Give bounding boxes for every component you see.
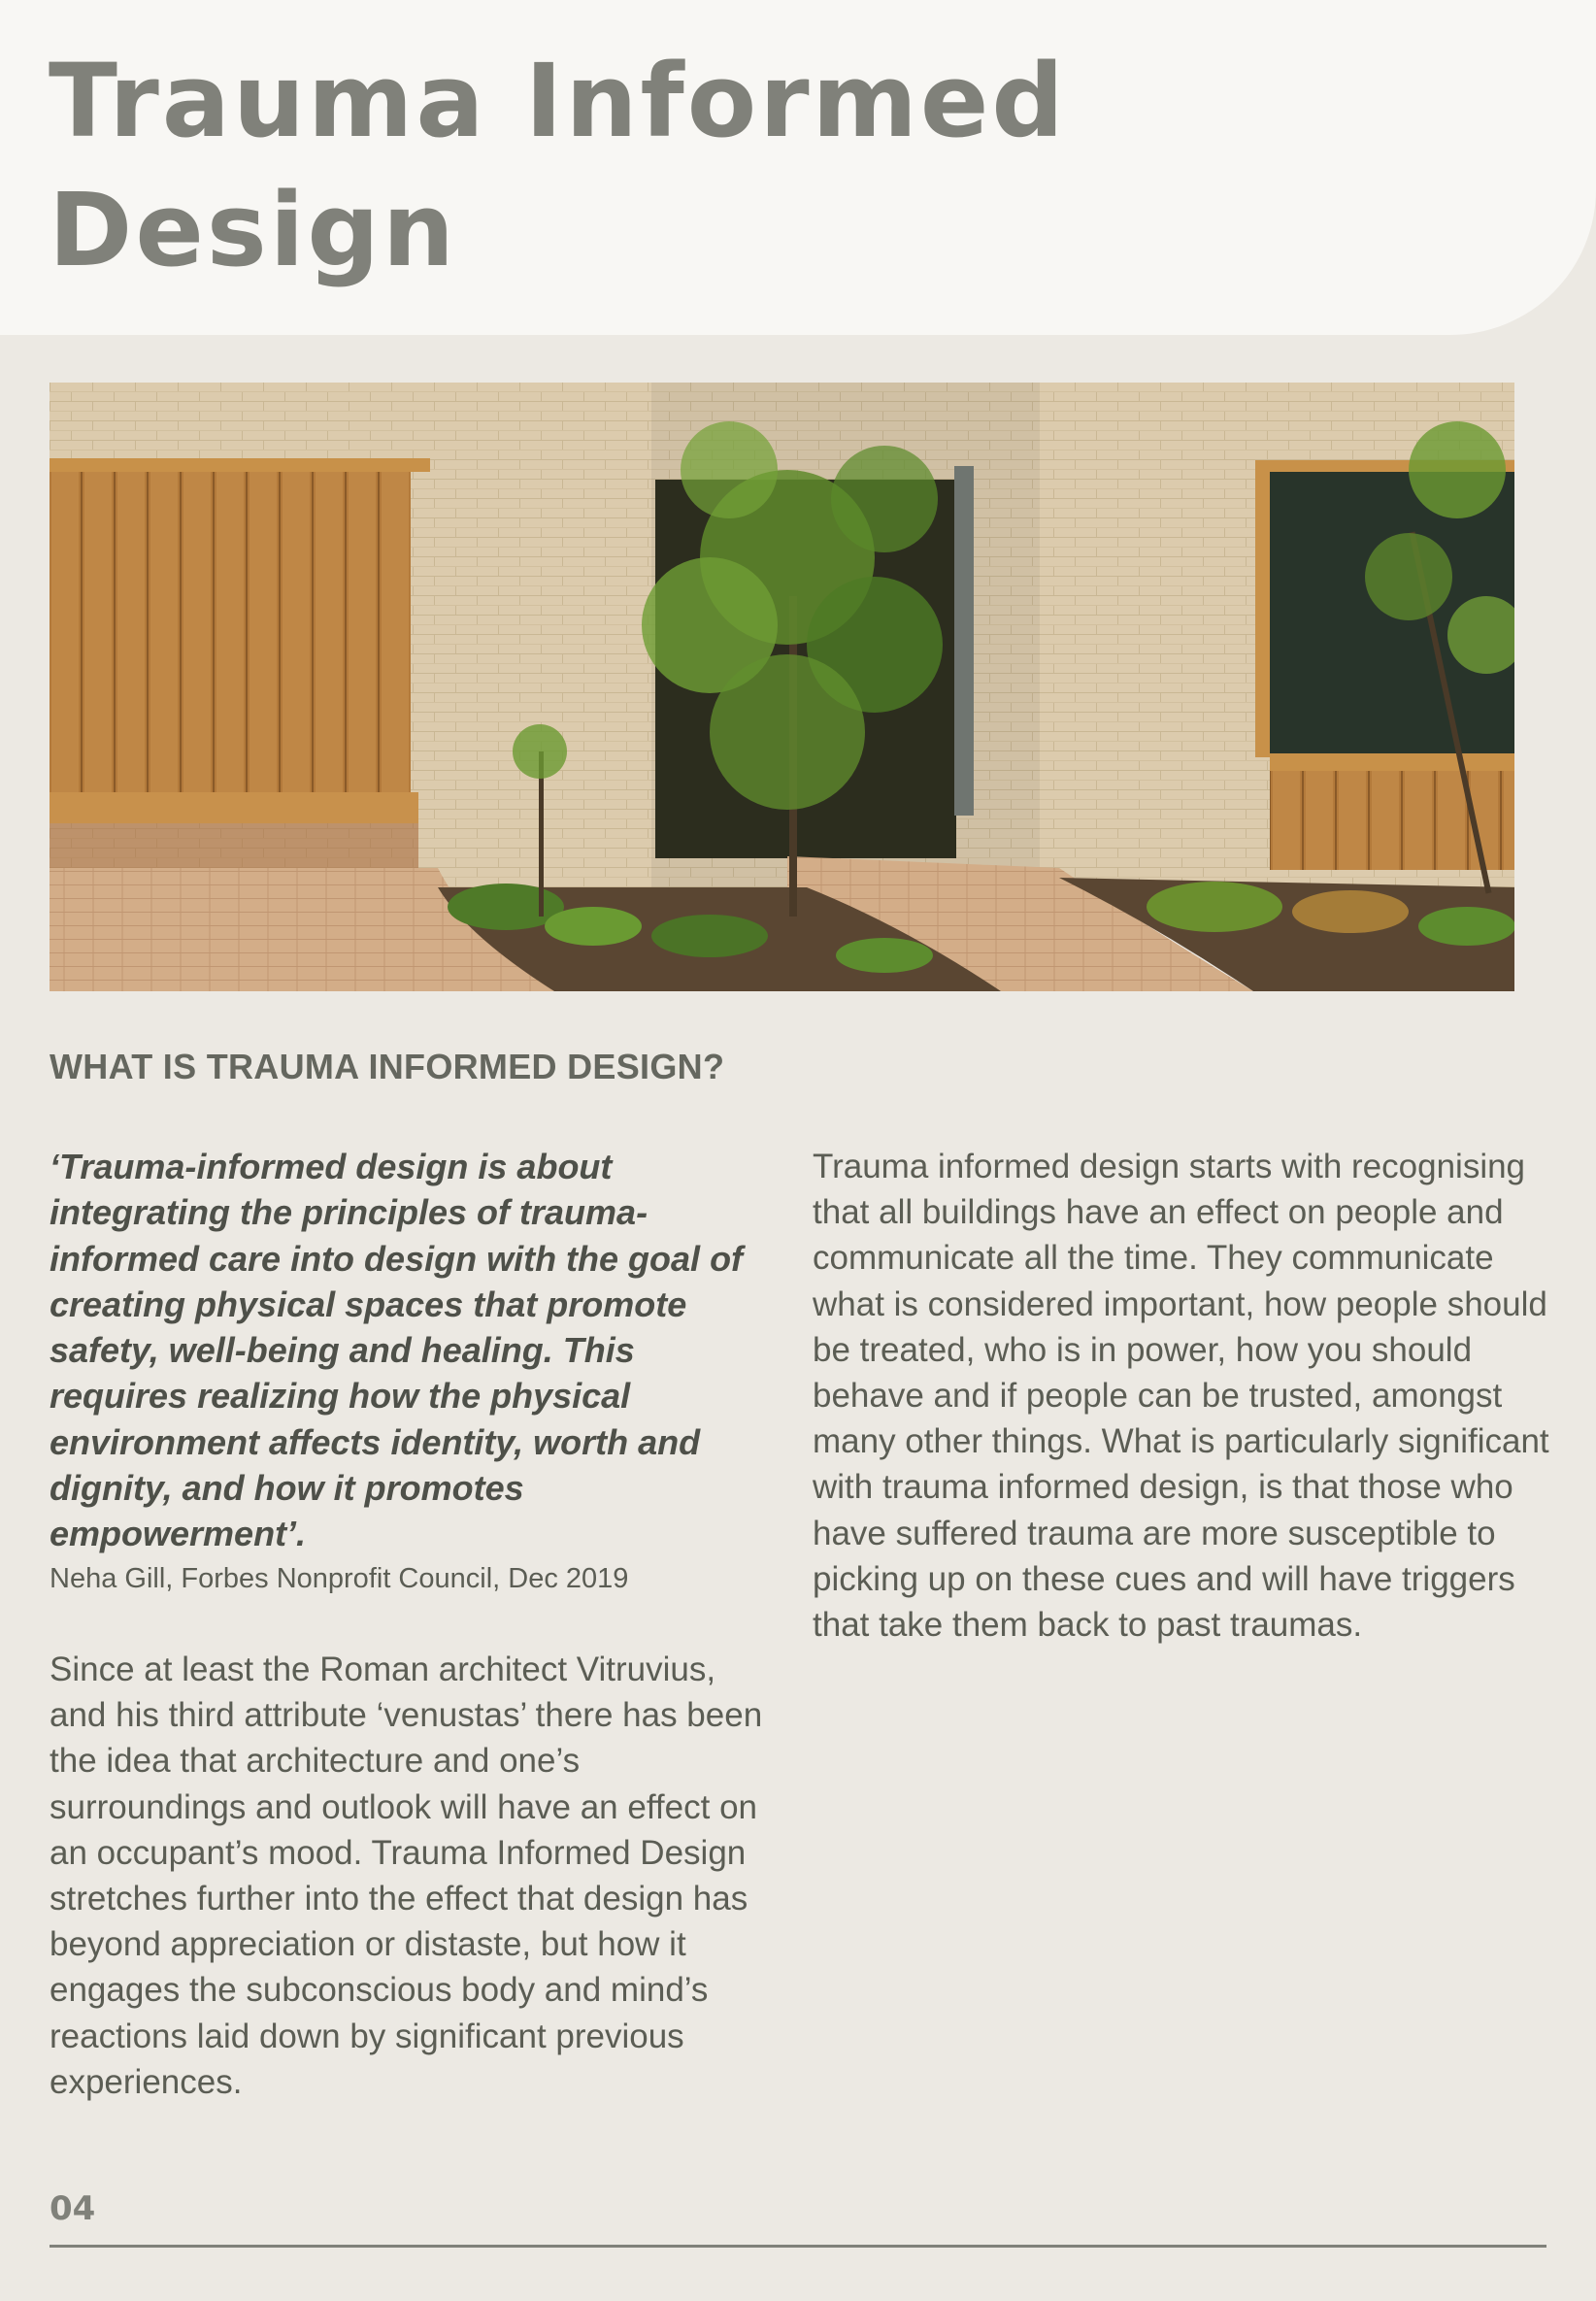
hero-photo <box>50 383 1514 991</box>
quote-text: ‘Trauma-informed design is about integrating the principles of trauma-informed care into design with the goal of creating physical spaces that promote safety, well-being and healing. This requires realizing how the physical environment affects identity, worth and dignity, and how it promotes empowerment’. <box>50 1147 744 1554</box>
body-paragraph-left: Since at least the Roman architect Vitruvius, and his third attribute ‘venustas’ there has been the idea that architecture and one’s surroundings and outlook will have an effect on an occupant’s mood. Trauma Informed Design stretches further into the effect that design has beyond appreciation or distaste, but how it engages the subconscious body and mind’s reactions laid down by significant previous experiences. <box>50 1651 763 2101</box>
page-number: 04 <box>50 2189 96 2228</box>
body-paragraph-right: Trauma informed design starts with recognising that all buildings have an effect on people and communicate all the time. They communicate what is considered important, how people should be treated, who is in power, how you should behave and if people can be trusted, amongst many other things. What is particularly significant with trauma informed design, is that those who have suffered trauma are more susceptible to picking up on these cues and will have triggers that take them back to past traumas. <box>813 1148 1549 1645</box>
building-courtyard-illustration <box>50 383 1514 991</box>
page-title: Trauma Informed Design <box>49 42 1067 289</box>
quote-citation: Neha Gill, Forbes Nonprofit Council, Dec 2019 <box>50 1563 629 1594</box>
section-heading: WHAT IS TRAUMA INFORMED DESIGN? <box>50 1047 725 1086</box>
footer-divider <box>50 2245 1546 2248</box>
